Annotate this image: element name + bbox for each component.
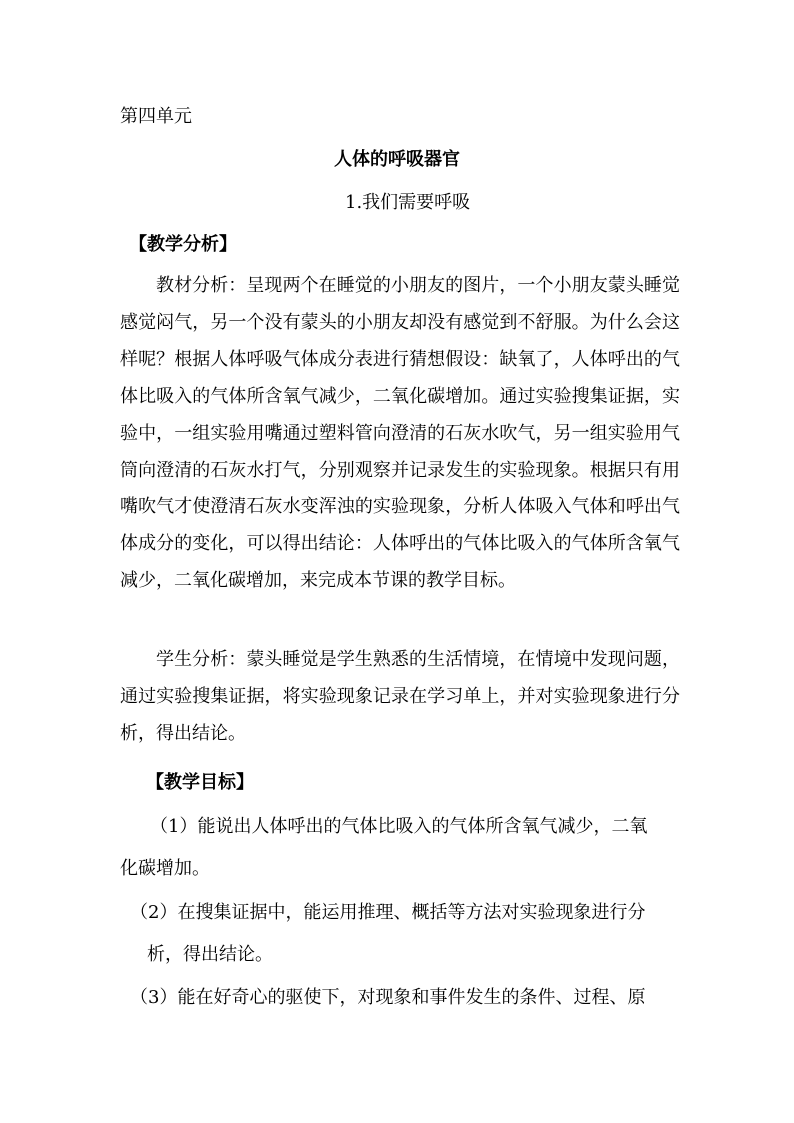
unit-label: 第四单元: [120, 106, 192, 127]
goal-1-line-1: （1）能说出人体呼出的气体比吸入的气体所含氧气减少，二氧: [150, 816, 648, 837]
textbook-analysis-paragraph: 教材分析：呈现两个在睡觉的小朋友的图片，一个小朋友蒙头睡觉感觉闷气，另一个没有蒙头的小朋友却没有感觉到不舒服。为什么会这样呢？根据人体呼吸气体成分表进行猜想假设：缺氧了，人体呼出的气体比吸入的气体所含氧气减少，二氧化碳增加。通过实验搜集证据，实验中，一组实验用嘴通过塑料管向澄清的石灰水吹气，另一组实验用气筒向澄清的石灰水打气，分别观察并记录发生的实验现象。根据只有用嘴吹气才使澄清石灰水变浑浊的实验现象，分析人体吸入气体和呼出气体成分的变化，可以得出结论：人体呼出的气体比吸入的气体所含氧气减少，二氧化碳增加，来完成本节课的教学目标。: [120, 275, 680, 592]
student-analysis-paragraph: 学生分析：蒙头睡觉是学生熟悉的生活情境，在情境中发现问题，通过实验搜集证据，将实验现象记录在学习单上，并对实验现象进行分析，得出结论。: [120, 649, 680, 744]
analysis-heading: 【教学分析】: [129, 234, 237, 255]
goals-heading: 【教学目标】: [146, 772, 254, 793]
goal-2-line-1: （2）在搜集证据中，能运用推理、概括等方法对实验现象进行分: [130, 902, 646, 923]
goal-1-line-2: 化碳增加。: [120, 858, 210, 879]
lesson-title: 人体的呼吸器官: [334, 149, 460, 170]
lesson-subtitle: 1.我们需要呼吸: [345, 192, 471, 213]
goal-3-line-1: （3）能在好奇心的驱使下，对现象和事件发生的条件、过程、原: [130, 987, 646, 1008]
goal-2-line-2: 析，得出结论。: [147, 944, 273, 965]
